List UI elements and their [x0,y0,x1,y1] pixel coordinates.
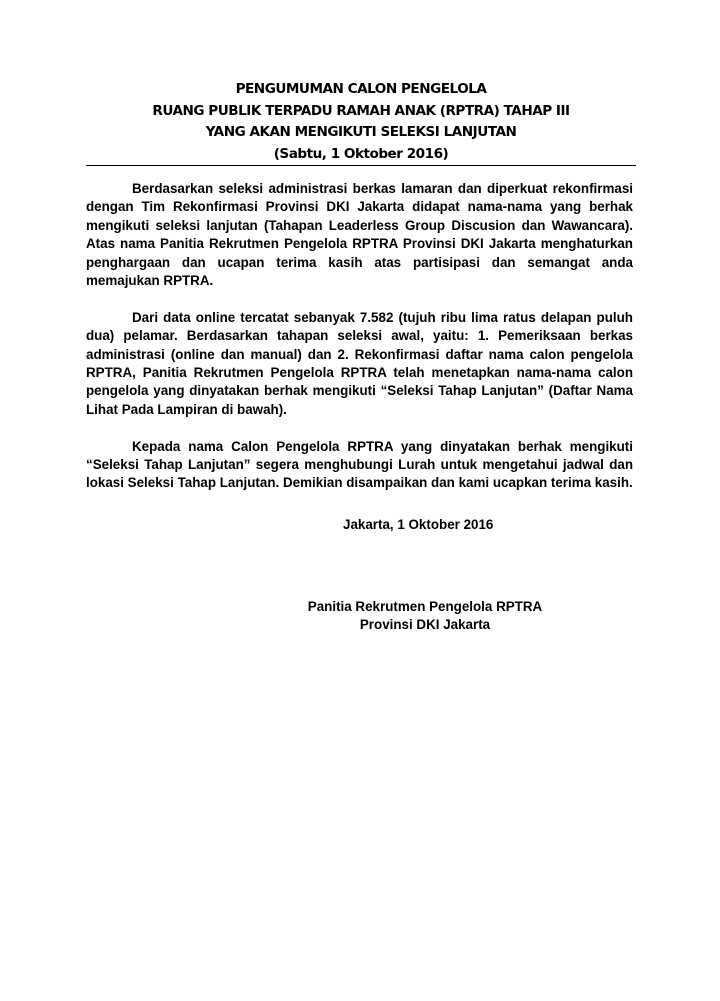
header-date: (Sabtu, 1 Oktober 2016) [273,145,449,162]
place-date: Jakarta, 1 Oktober 2016 [343,517,494,532]
announcement-header [86,79,636,165]
body-paragraph-2: Dari data online tercatat sebanyak 7.582 (tujuh ribu lima ratus delapan puluh dua) pelamar. Berdasarkan tahapan seleksi awal, yaitu: 1. Pemeriksaan berkas administrasi (online dan manual) dan 2. Rekonfirmasi daftar nama calon pengelola RPTRA, Panitia Rekrutmen Pengelola RPTRA telah menetapkan nama-nama calon pengelola yang dinyatakan berhak mengikuti “Seleksi Tahap Lanjutan” (Daftar Nama Lihat Pada Lampiran di bawah). [86,309,633,417]
signature-committee: Panitia Rekrutmen Pengelola RPTRA [307,599,543,614]
header-divider [86,165,636,166]
header-subtitle-2: YANG AKAN MENGIKUTI SELEKSI LANJUTAN [205,124,517,140]
signature-province: Provinsi DKI Jakarta [359,617,491,632]
header-subtitle: RUANG PUBLIK TERPADU RAMAH ANAK (RPTRA) TAHAP III [152,102,570,119]
signature-block [300,598,550,634]
announcement-body [86,180,633,511]
body-paragraph-3: Kepada nama Calon Pengelola RPTRA yang dinyatakan berhak mengikuti “Seleksi Tahap Lanjutan” segera menghubungi Lurah untuk mengetahui jadwal dan lokasi Seleksi Tahap Lanjutan. Demikian disampaikan dan kami ucapkan terima kasih. [86,438,633,491]
body-paragraph-1: Berdasarkan seleksi administrasi berkas lamaran dan diperkuat rekonfirmasi dengan Tim Rekonfirmasi Provinsi DKI Jakarta didapat nama-nama yang berhak mengikuti seleksi lanjutan (Tahapan Leaderless Group Discusion dan Wawancara). Atas nama Panitia Rekrutmen Pengelola RPTRA Provinsi DKI Jakarta menghaturkan penghargaan dan ucapan terima kasih atas partisipasi dan semangat anda memajukan RPTRA. [86,181,633,289]
header-title: PENGUMUMAN CALON PENGELOLA [235,81,487,97]
